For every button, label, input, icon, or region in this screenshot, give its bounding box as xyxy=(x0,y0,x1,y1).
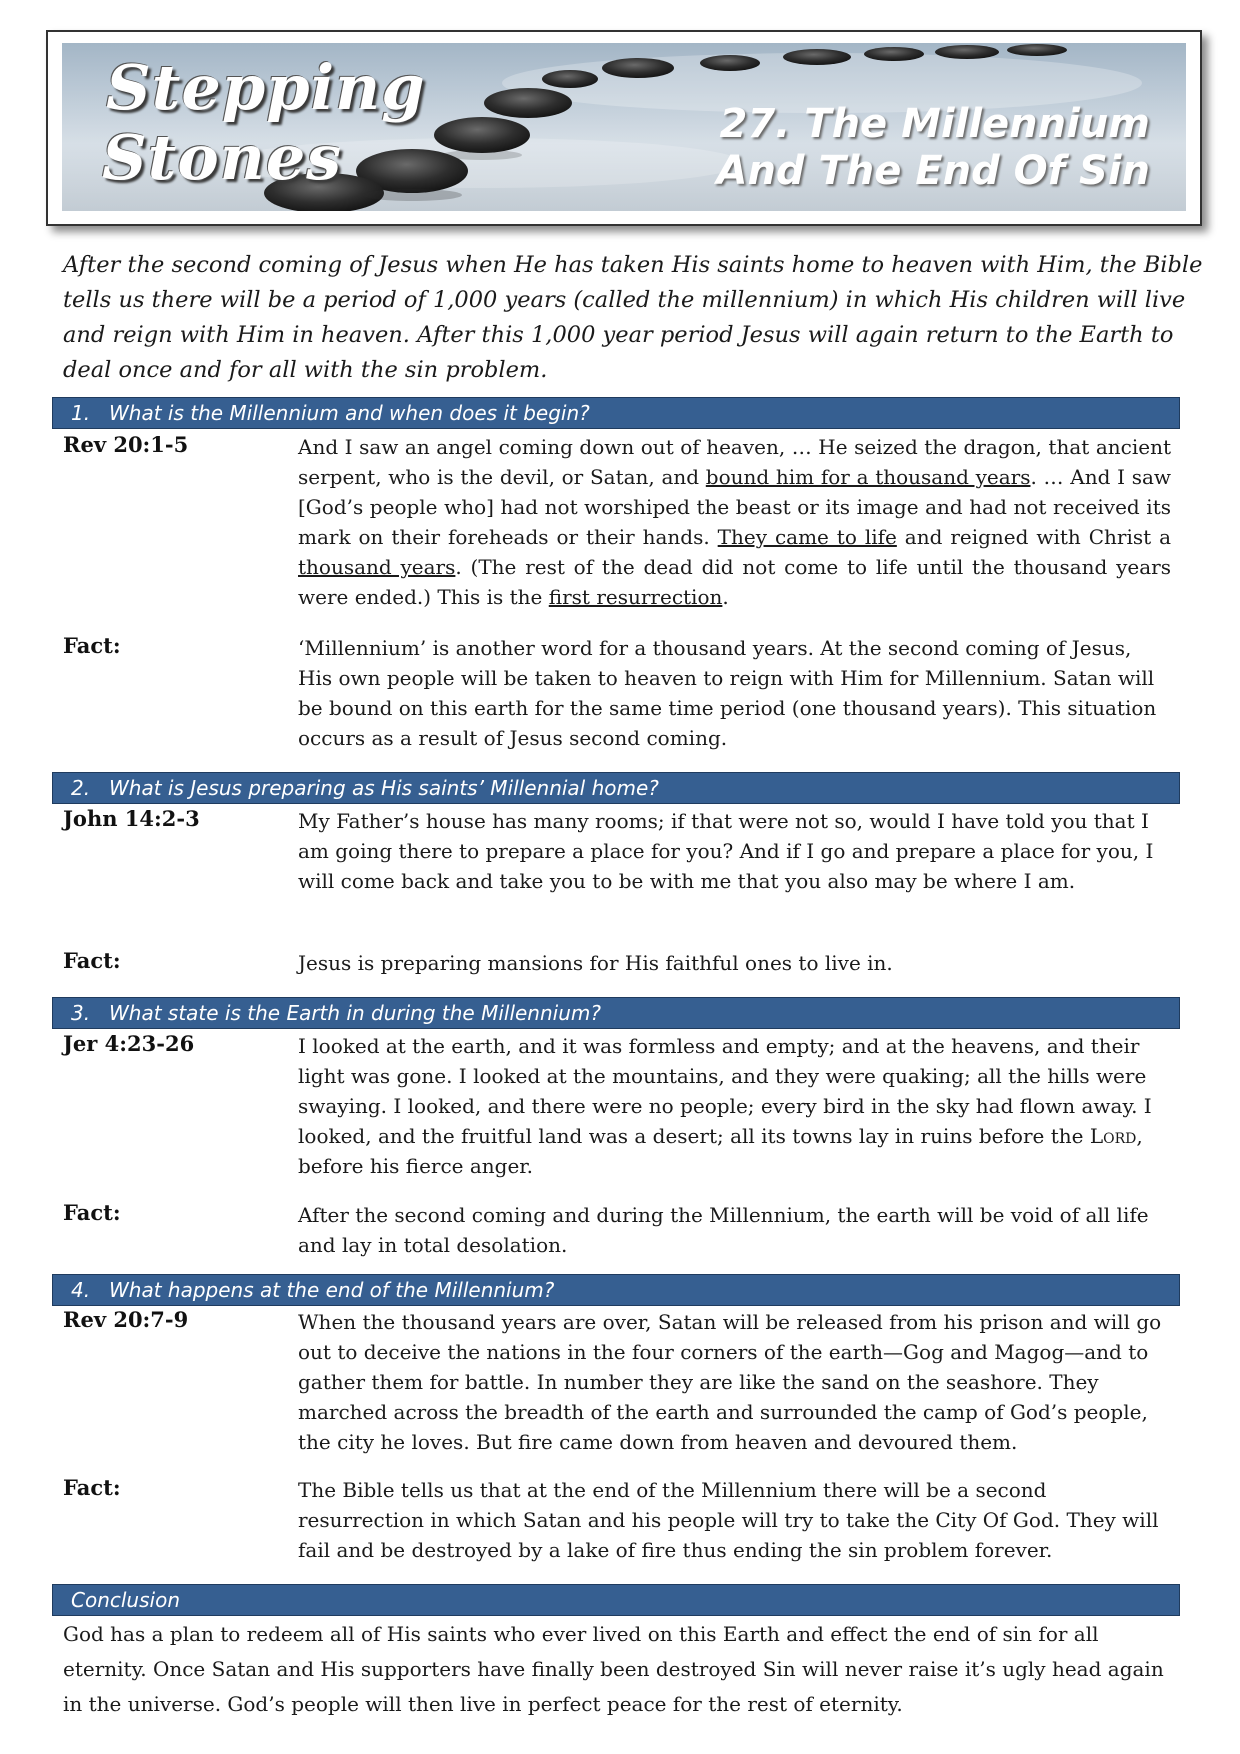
conclusion-text: God has a plan to redeem all of His saints who ever lived on this Earth and effect the end of sin for all eternity. Once Satan and His supporters have finally been destroyed Sin will never raise it’s ugly head again in the universe. God’s people will then live in perfect peace for the rest of eternity. xyxy=(63,1622,1164,1716)
conclusion-heading: Conclusion xyxy=(71,1588,180,1612)
fact-text: The Bible tells us that at the end of the Millennium there will be a second resurrection in which Satan and his people will try to take the City Of God. They will fail and be destroyed by a lake of fire thus ending the sin problem forever. xyxy=(298,1478,1159,1562)
scripture-passage: I looked at the earth, and it was formless and empty; and at the heavens, and their light was gone. I looked at the mountains, and they were quaking; all the hills were swaying. I looked, and there were no people; every bird in the sky had flown away. I looked, and the fruitful land was a desert; all its towns lay in ruins before the Lord, before his fierce anger. xyxy=(298,1034,1152,1178)
fact-label: Fact: xyxy=(63,1475,121,1500)
scripture-reference: Rev 20:1-5 xyxy=(63,432,189,457)
section-2-header xyxy=(52,772,1180,804)
section-3-header xyxy=(52,997,1180,1029)
underlined-phrase: thousand years xyxy=(298,555,456,579)
underlined-phrase: bound him for a thousand years xyxy=(705,465,1031,489)
fact-text: ‘Millennium’ is another word for a thousand years. At the second coming of Jesus, His own people will be taken to heaven to reign with Him for Millennium. Satan will be bound on this earth for the same time period (one thousand years). This situation occurs as a result of Jesus second coming. xyxy=(298,636,1157,750)
scripture-reference: Jer 4:23-26 xyxy=(63,1031,195,1056)
lesson-title-line2: And The End Of Sin xyxy=(716,148,1150,194)
section-question: What state is the Earth in during the Millennium? xyxy=(109,1001,601,1025)
underlined-phrase: first resurrection xyxy=(548,585,723,609)
scripture-reference: Rev 20:7-9 xyxy=(63,1307,189,1332)
section-question: What happens at the end of the Millennium? xyxy=(109,1278,555,1302)
fact-text: Jesus is preparing mansions for His faithful ones to live in. xyxy=(298,951,893,975)
section-number: 2. xyxy=(71,776,91,800)
banner-frame xyxy=(46,30,1202,226)
fact-label: Fact: xyxy=(63,633,121,658)
fact-label: Fact: xyxy=(63,1200,121,1225)
conclusion-header xyxy=(52,1584,1180,1616)
fact-label: Fact: xyxy=(63,948,121,973)
brand-title-line2: Stones xyxy=(102,121,343,194)
section-number: 1. xyxy=(71,401,91,425)
section-number: 3. xyxy=(71,1001,91,1025)
scripture-reference: John 14:2-3 xyxy=(63,806,200,831)
lesson-title-line1: 27. The Millennium xyxy=(719,101,1150,147)
section-4-header xyxy=(52,1274,1180,1306)
underlined-phrase: They came to life xyxy=(717,525,897,549)
scripture-passage: And I saw an angel coming down out of heaven, … He seized the dragon, that ancient serpent, who is the devil, or Satan, and bound him for a thousand years. … And I saw [God’s people who] had not worshiped the beast or its image and had not received its mark on their foreheads or their hands. They came to life and reigned with Christ a thousand years. (The rest of the dead did not come to life until the thousand years were ended.) This is the first resurrection. xyxy=(298,435,1172,609)
scripture-passage: My Father’s house has many rooms; if that were not so, would I have told you that I am going there to prepare a place for you? And if I go and prepare a place for you, I will come back and take you to be with me that you also may be where I am. xyxy=(298,809,1154,893)
brand-title-line1: Stepping xyxy=(106,51,426,124)
intro-paragraph: After the second coming of Jesus when He has taken His saints home to heaven with Him, the Bible tells us there will be a period of 1,000 years (called the millennium) in which His children will live and reign with Him in heaven. After this 1,000 year period Jesus will again return to the Earth to deal once and for all with the sin problem. xyxy=(63,252,1203,383)
section-number: 4. xyxy=(71,1278,91,1302)
lord-small-caps: Lord xyxy=(1089,1124,1137,1148)
section-question: What is the Millennium and when does it begin? xyxy=(109,401,590,425)
fact-text: After the second coming and during the Millennium, the earth will be void of all life and lay in total desolation. xyxy=(298,1203,1149,1257)
section-question: What is Jesus preparing as His saints’ Millennial home? xyxy=(109,776,659,800)
banner-image xyxy=(62,43,1186,211)
scripture-passage: When the thousand years are over, Satan will be released from his prison and will go out to deceive the nations in the four corners of the earth—Gog and Magog—and to gather them for battle. In number they are like the sand on the seashore. They marched across the breadth of the earth and surrounded the camp of God’s people, the city he loves. But fire came down from heaven and devoured them. xyxy=(298,1310,1162,1454)
section-1-header xyxy=(52,397,1180,429)
